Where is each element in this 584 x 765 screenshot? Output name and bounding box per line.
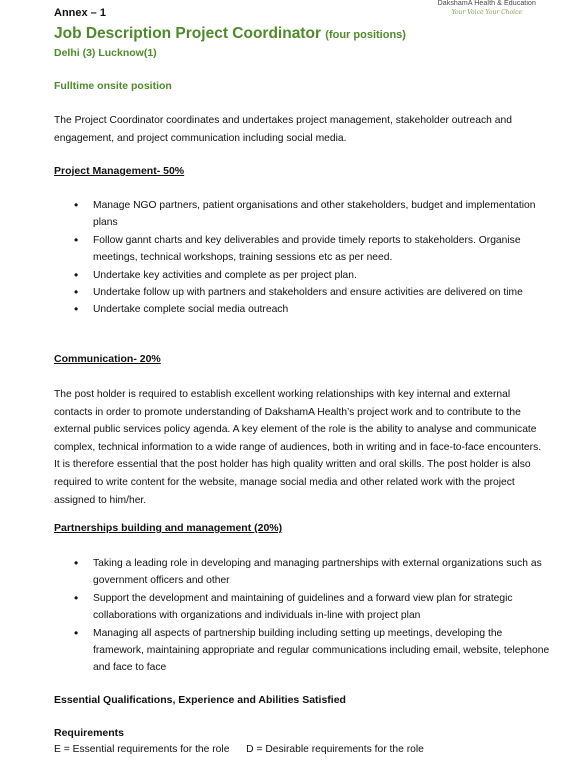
title-text: Job Description Project Coordinator (54, 25, 321, 42)
list-item: • Undertake complete social media outreach (74, 302, 289, 317)
page-title (54, 25, 406, 43)
list-item: • Undertake key activities and complete as per project plan. (74, 267, 357, 282)
desirable-legend: D = Desirable requirements for the role (246, 744, 424, 755)
organization-name: DakshamA Health & Education (437, 0, 536, 7)
list-item: • Managing all aspects of partnership building including setting up meetings, developing the framework, maintaining appropriate and regular communications including email, website, telephone and face to face (74, 625, 550, 674)
partnerships-heading: Partnerships building and management (20%) (54, 522, 283, 534)
project-management-list (54, 197, 550, 319)
requirements-heading: Requirements (54, 727, 125, 739)
communication-paragraph: The post holder is required to establish excellent working relationships with key internal and external contacts in order to promote understanding of DakshamA Health’s project work and to contribute to the external public services policy agenda. A key element of the role is the ability to analyse and communicate complex, technical information to a wide range of audiences, both in writing and in face-to-face encounters. It is therefore essential that the post holder has high quality written and oral skills. The post holder is also required to write content for the website, manage social media and other related work with the project assigned to him/her. (54, 389, 542, 506)
intro-paragraph: The Project Coordinator coordinates and undertakes project management, stakeholder outreach and engagement, and project communication including social media. (54, 115, 512, 144)
list-item: • Undertake follow up with partners and stakeholders and ensure activities are delivered on time (74, 285, 523, 300)
organization-logo (438, 0, 536, 16)
list-item: • Manage NGO partners, patient organisations and other stakeholders, budget and implementation plans (74, 198, 536, 229)
partnerships-list (54, 555, 550, 677)
communication-heading: Communication- 20% (54, 353, 161, 365)
list-item: • Follow gannt charts and key deliverables and provide timely reports to stakeholders. Organise meetings, technical workshops, training sessions etc as per need. (74, 232, 521, 264)
locations: Delhi (3) Lucknow(1) (54, 47, 157, 59)
annex-label: Annex – 1 (54, 7, 106, 19)
list-item: • Taking a leading role in developing and managing partnerships with external organizations such as government officers and other (74, 556, 542, 587)
organization-tagline: Your Voice Your Choice (451, 9, 522, 16)
title-suffix: (four positions) (325, 29, 406, 41)
project-management-heading: Project Management- 50% (54, 165, 185, 177)
qualifications-heading: Essential Qualifications, Experience and Abilities Satisfied (54, 694, 346, 706)
list-item: • Support the development and maintaining of guidelines and a forward view plan for strategic collaborations with organizations and individuals in-line with project plan (74, 590, 513, 622)
requirements-legend (54, 744, 424, 755)
essential-legend: E = Essential requirements for the role (54, 744, 230, 755)
position-type: Fulltime onsite position (54, 80, 172, 92)
